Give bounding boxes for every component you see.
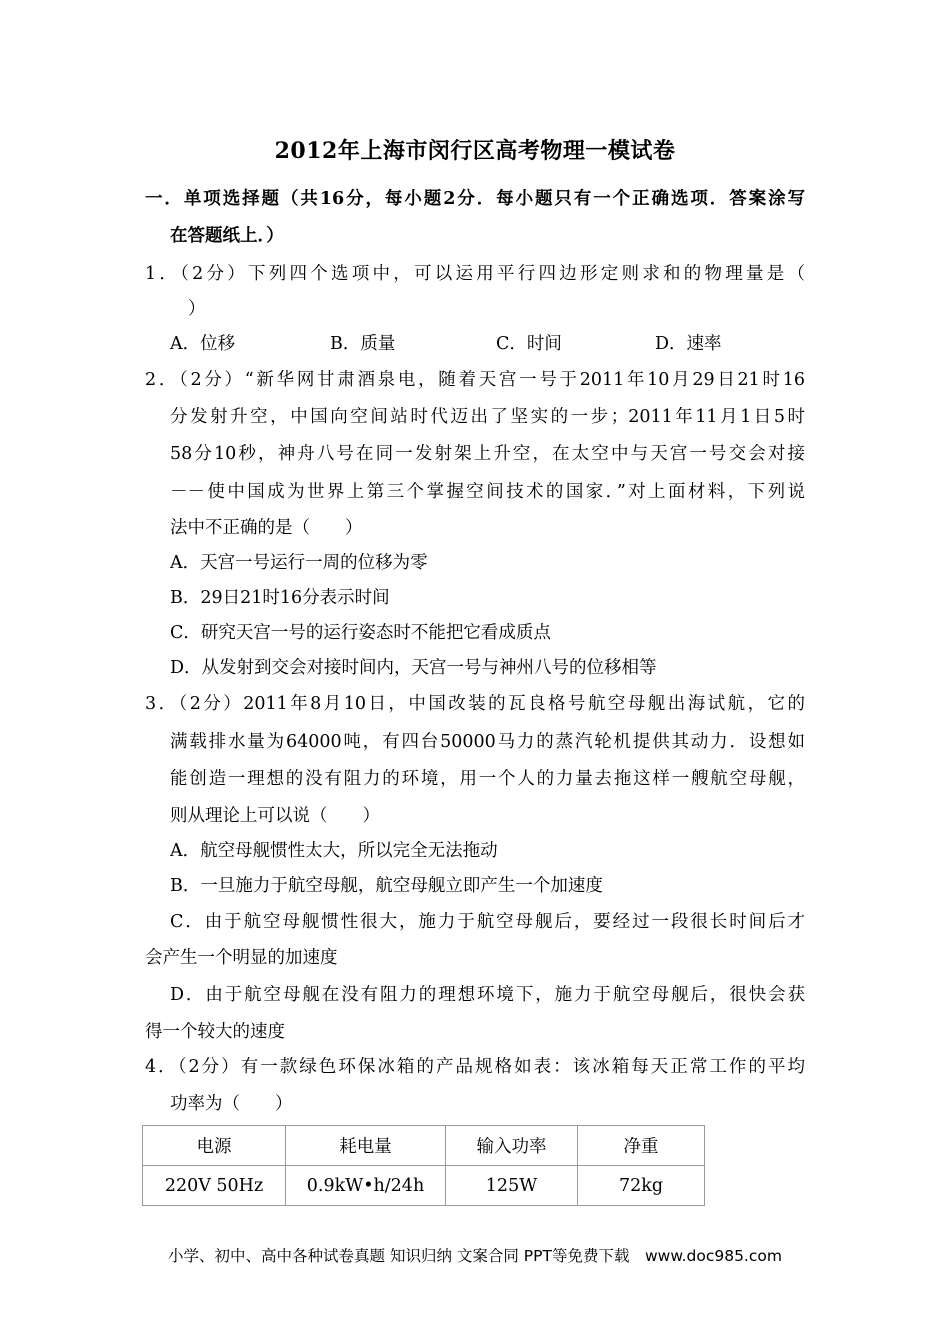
- question-2-line-3: 58分10秒，神舟八号在同一发射架上升空，在太空中与天宫一号交会对接: [170, 444, 805, 464]
- question-2-line-5: 法中不正确的是（ ）: [170, 518, 363, 538]
- question-3-line-2: 满载排水量为64000吨，有四台50000马力的蒸汽轮机提供其动力．设想如: [170, 732, 805, 752]
- question-3-option-c-line-2: 会产生一个明显的加速度: [145, 948, 338, 968]
- table-cell: 72kg: [578, 1166, 705, 1206]
- question-2-option-c: C．研究天宫一号的运行姿态时不能把它看成质点: [170, 623, 551, 643]
- question-2-line-2: 分发射升空，中国向空间站时代迈出了坚实的一步；2011年11月1日5时: [170, 407, 805, 427]
- question-3-line-3: 能创造一理想的没有阻力的环境，用一个人的力量去拖这样一艘航空母舰，: [170, 769, 805, 789]
- question-4-line-1: 4．（2分）有一款绿色环保冰箱的产品规格如表：该冰箱每天正常工作的平均: [145, 1057, 805, 1077]
- exam-title: 2012年上海市闵行区高考物理一模试卷: [274, 138, 676, 164]
- question-3-option-c-line-1: C．由于航空母舰惯性很大，施力于航空母舰后，要经过一段很长时间后才: [170, 912, 805, 932]
- question-4-line-2: 功率为（ ）: [170, 1094, 293, 1114]
- question-1-option-d: D．速率: [655, 334, 722, 354]
- question-1-option-b: B．质量: [330, 334, 396, 354]
- table-cell: 0.9kW•h/24h: [286, 1166, 446, 1206]
- section-heading-line-2: 在答题纸上．）: [170, 226, 284, 246]
- question-1-option-c: C．时间: [496, 334, 562, 354]
- section-heading-line-1: 一．单项选择题（共16分，每小题2分．每小题只有一个正确选项．答案涂写: [145, 189, 805, 209]
- question-2-line-4: －－使中国成为世界上第三个掌握空间技术的国家．”对上面材料，下列说: [170, 482, 805, 502]
- question-2-option-d: D．从发射到交会对接时间内，天宫一号与神州八号的位移相等: [170, 658, 657, 678]
- table-row: [143, 1166, 705, 1206]
- question-2-option-a: A．天宫一号运行一周的位移为零: [170, 553, 428, 573]
- question-1-line-2: ）: [188, 299, 206, 319]
- question-2-option-b: B．29日21时16分表示时间: [170, 588, 390, 608]
- question-3-option-d-line-2: 得一个较大的速度: [145, 1022, 285, 1042]
- question-3-option-a: A．航空母舰惯性太大，所以完全无法拖动: [170, 841, 498, 861]
- footer-text: 小学、初中、高中各种试卷真题 知识归纳 文案合同 PPT等免费下载 www.doc985.com: [168, 1247, 782, 1265]
- question-3-option-d-line-1: D．由于航空母舰在没有阻力的理想环境下，施力于航空母舰后，很快会获: [170, 985, 805, 1005]
- question-1-option-a: A．位移: [170, 334, 236, 354]
- question-3-option-b: B．一旦施力于航空母舰，航空母舰立即产生一个加速度: [170, 876, 603, 896]
- fridge-spec-table: [142, 1125, 705, 1206]
- question-3-line-4: 则从理论上可以说（ ）: [170, 806, 380, 826]
- table-header-row: [143, 1126, 705, 1166]
- question-2-line-1: 2．（2分）“新华网甘肃酒泉电，随着天宫一号于2011年10月29日21时16: [145, 370, 805, 390]
- question-1-line-1: 1．（2分）下列四个选项中，可以运用平行四边形定则求和的物理量是（: [145, 264, 805, 284]
- table-cell: 220V 50Hz: [143, 1166, 286, 1206]
- table-header-cell: 电源: [143, 1126, 286, 1166]
- table-header-cell: 耗电量: [286, 1126, 446, 1166]
- table-header-cell: 输入功率: [446, 1126, 578, 1166]
- table-header-cell: 净重: [578, 1126, 705, 1166]
- table-cell: 125W: [446, 1166, 578, 1206]
- question-3-line-1: 3．（2分）2011年8月10日，中国改装的瓦良格号航空母舰出海试航，它的: [145, 694, 805, 714]
